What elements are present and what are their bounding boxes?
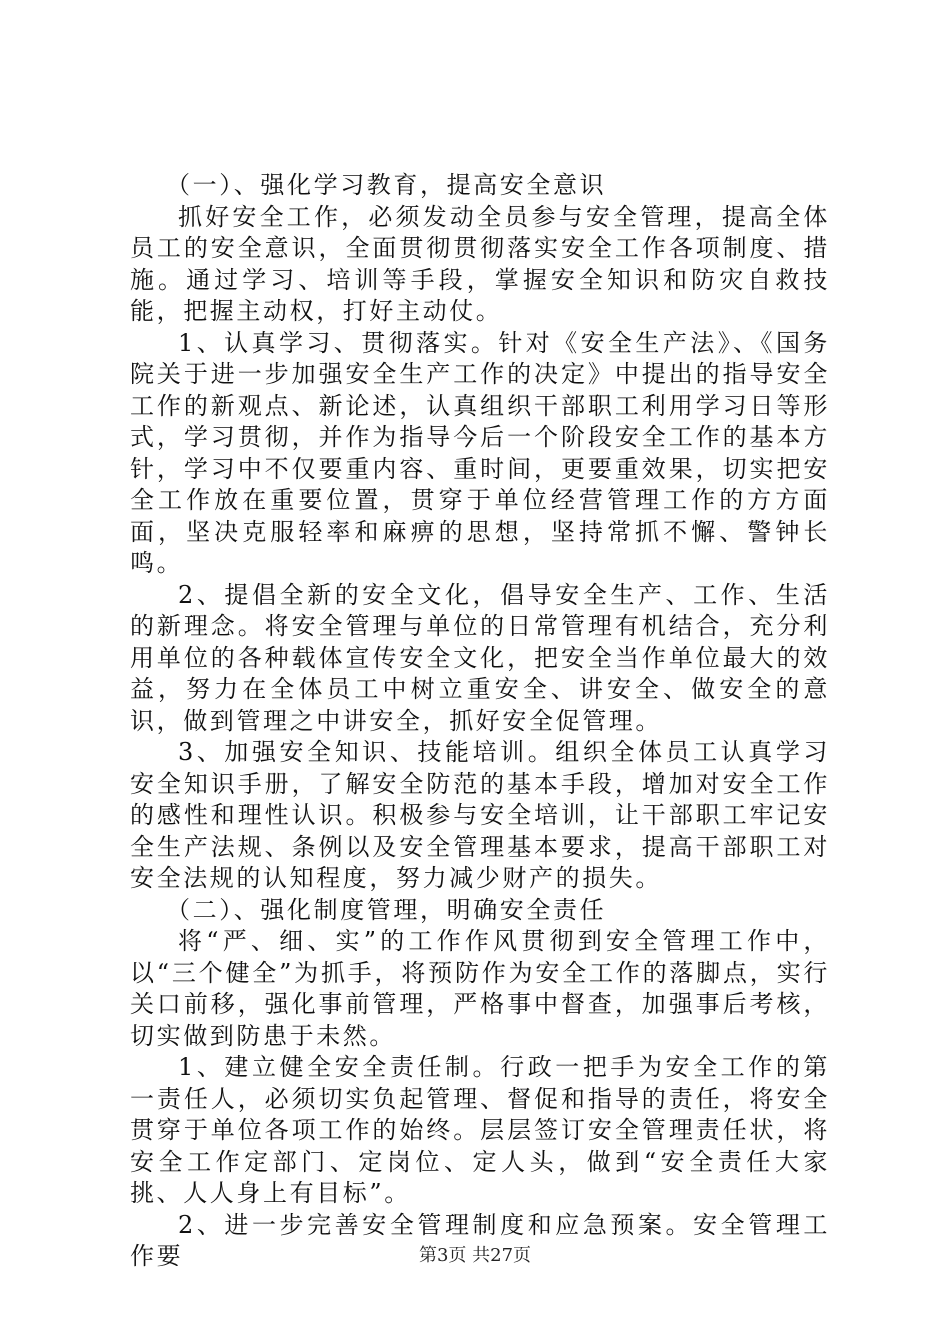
paragraph: 2、提倡全新的安全文化，倡导安全生产、工作、生活的新理念。将安全管理与单位的日常管理有机结合，充分利用单位的各种载体宣传安全文化，把安全当作单位最大的效益，努力在全体员工中树立重安全、讲安全、做安全的意识，做到管理之中讲安全，抓好安全促管理。	[130, 580, 830, 735]
paragraph: 抓好安全工作，必须发动全员参与安全管理，提高全体员工的安全意识，全面贯彻贯彻落实安全工作各项制度、措施。通过学习、培训等手段，掌握安全知识和防灾自救技能，把握主动权，打好主动仗。	[130, 202, 830, 325]
document-body	[130, 170, 830, 1273]
paragraph: 将“严、细、实”的工作作风贯彻到安全管理工作中，以“三个健全”为抓手，将预防作为安全工作的落脚点，实行关口前移，强化事前管理，严格事中督查，加强事后考核，切实做到防患于未然。	[130, 927, 830, 1050]
paragraph: 1、建立健全安全责任制。行政一把手为安全工作的第一责任人，必须切实负起管理、督促和指导的责任，将安全贯穿于单位各项工作的始终。层层签订安全管理责任状，将安全工作定部门、定岗位、定人头，做到“安全责任大家挑、人人身上有目标”。	[130, 1053, 830, 1207]
page-number-footer: 第3页 共27页	[418, 1245, 532, 1266]
paragraph: 2、进一步完善安全管理制度和应急预案。安全管理工作要	[130, 1210, 830, 1270]
paragraph: 3、加强安全知识、技能培训。组织全体员工认真学习安全知识手册，了解安全防范的基本手段，增加对安全工作的感性和理性认识。积极参与安全培训，让干部职工牢记安全生产法规、条例以及安全管理基本要求，提高干部职工对安全法规的认知程度，努力减少财产的损失。	[130, 738, 830, 892]
paragraph: 1、认真学习、贯彻落实。针对《安全生产法》、《国务院关于进一步加强安全生产工作的决定》中提出的指导安全工作的新观点、新论述，认真组织干部职工利用学习日等形式，学习贯彻，并作为指导今后一个阶段安全工作的基本方针，学习中不仅要重内容、重时间，更要重效果，切实把安全工作放在重要位置，贯穿于单位经营管理工作的方方面面，坚决克服轻率和麻痹的思想，坚持常抓不懈、警钟长鸣。	[130, 328, 830, 577]
section-heading-2: （二）、强化制度管理，明确安全责任	[166, 895, 607, 924]
section-heading-1: （一）、强化学习教育，提高安全意识	[166, 171, 607, 199]
